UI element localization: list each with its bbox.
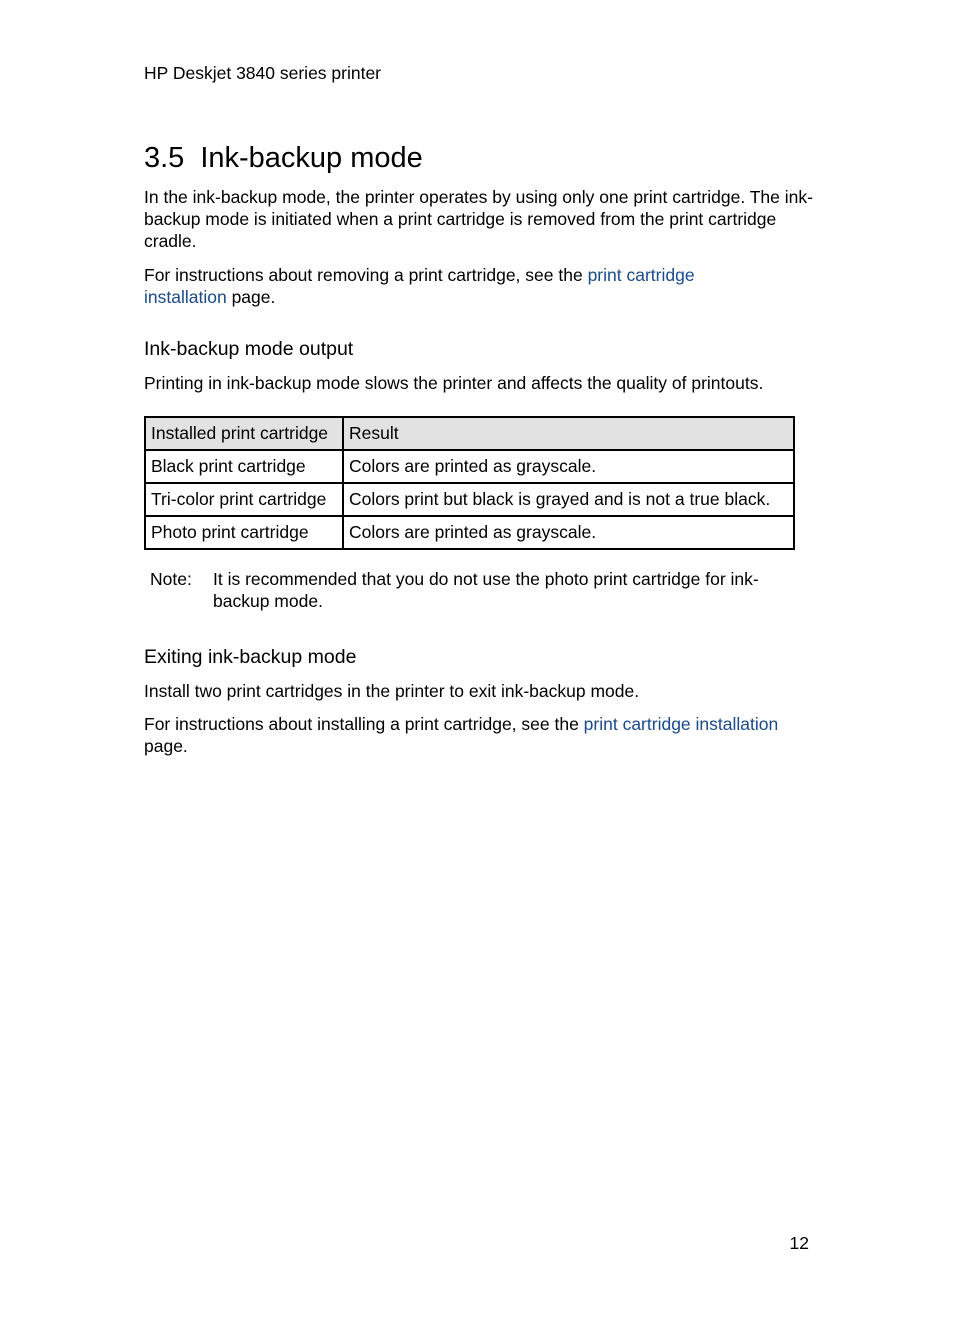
table-row [145, 516, 794, 549]
output-heading: Ink-backup mode output [144, 338, 354, 360]
page-title [144, 140, 423, 176]
table-cell: Colors print but black is grayed and is not a true black. [343, 483, 794, 516]
table-cell: Colors are printed as grayscale. [343, 516, 794, 549]
table-cell: Tri-color print cartridge [145, 483, 343, 516]
exiting-paragraph: Install two print cartridges in the printer to exit ink-backup mode. [144, 681, 640, 701]
output-paragraph: Printing in ink-backup mode slows the printer and affects the quality of printouts. [144, 373, 764, 393]
page-number: 12 [789, 1233, 809, 1253]
table-row [145, 450, 794, 483]
section-title: Ink-backup mode [200, 142, 423, 174]
intro-instructions-suffix: page. [226, 287, 276, 307]
print-cartridge-installation-link[interactable]: print cartridge installation [583, 714, 779, 734]
running-header: HP Deskjet 3840 series printer [144, 63, 382, 83]
column-header: Installed print cartridge [145, 417, 343, 450]
section-number: 3.5 [144, 142, 185, 174]
note-block [150, 568, 810, 612]
intro-instructions-paragraph [144, 264, 744, 308]
note-label: Note: [150, 569, 192, 589]
table-header-row [145, 417, 794, 450]
note-text: It is recommended that you do not use the photo print cartridge for ink-backup mode. [213, 569, 759, 611]
result-table [144, 416, 795, 550]
exiting-instructions-suffix: page. [144, 736, 188, 756]
table-cell: Photo print cartridge [145, 516, 343, 549]
intro-instructions-text: For instructions about removing a print cartridge, see the [144, 265, 588, 285]
column-header: Result [343, 417, 794, 450]
exiting-instructions-paragraph [144, 713, 816, 757]
exiting-instructions-text: For instructions about installing a print cartridge, see the [144, 714, 584, 734]
intro-paragraph: In the ink-backup mode, the printer operates by using only one print cartridge. The ink-backup mode is initiated when a print cartridge is removed from the print cartridge cradle. [144, 187, 813, 251]
table-cell: Black print cartridge [145, 450, 343, 483]
exiting-heading: Exiting ink-backup mode [144, 646, 357, 668]
table-row [145, 483, 794, 516]
print-cartridge-installation-link[interactable]: print cartridge installation [144, 265, 695, 307]
table-cell: Colors are printed as grayscale. [343, 450, 794, 483]
